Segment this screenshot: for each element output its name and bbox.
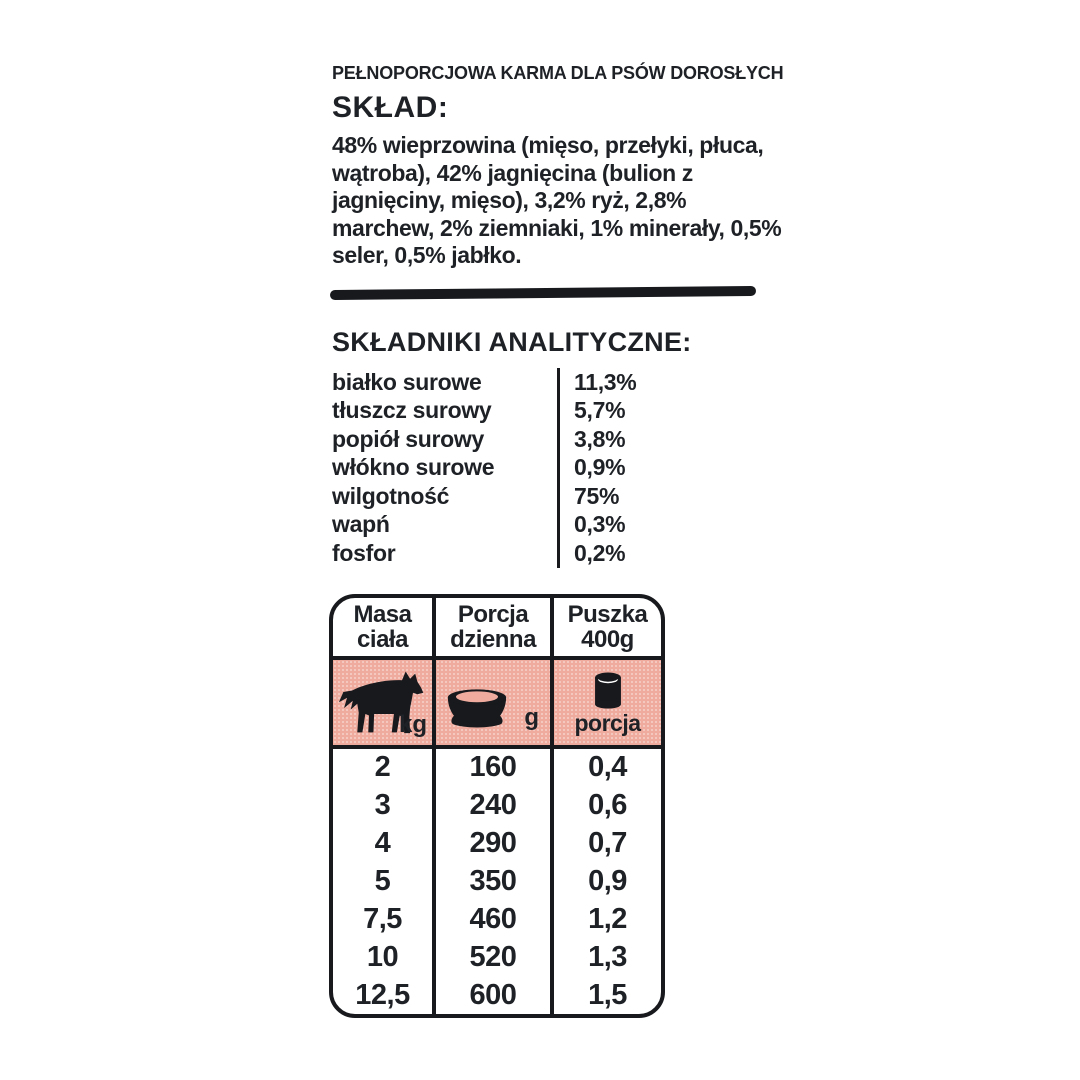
table-cell: 0,4 — [588, 751, 627, 784]
analytical-row — [332, 425, 662, 454]
analytical-title: SKŁADNIKI ANALITYCZNE: — [332, 327, 692, 357]
divider-bar — [330, 286, 756, 300]
table-cell: 10 — [333, 938, 436, 976]
analytical-label: włókno surowe — [332, 454, 495, 481]
can-icon — [594, 672, 622, 709]
table-cell: 2 — [333, 749, 436, 787]
analytical-label: fosfor — [332, 539, 396, 566]
feeding-table-header-row — [333, 598, 661, 660]
analytical-label: wapń — [332, 511, 390, 538]
composition-text: 48% wieprzowina (mięso, przełyki, płuca, wątroba), 42% jagnięcina (bulion z jagnięciny, mięso), 3,2% ryż, 2,8% marchew, 2% ziemniaki, 1% minerały, 0,5% seler, 0,5% jabłko. — [332, 132, 782, 268]
feeding-table — [329, 594, 665, 1018]
unit-label-porcja: porcja — [574, 710, 641, 736]
table-cell: 160 — [436, 749, 554, 787]
unit-label-g: g — [524, 704, 539, 731]
table-cell: 1,3 — [588, 940, 627, 973]
analytical-value: 5,7% — [557, 397, 625, 426]
composition-title: SKŁAD: — [332, 91, 449, 124]
header-line: Masa — [353, 601, 412, 628]
table-cell: 0,9 — [588, 864, 627, 897]
table-cell: 0,7 — [588, 827, 627, 860]
analytical-label: wilgotność — [332, 482, 450, 509]
header-line: Puszka — [567, 601, 648, 628]
analytical-label: popiół surowy — [332, 425, 484, 452]
analytical-row — [332, 482, 662, 511]
table-cell: 1,5 — [588, 978, 627, 1011]
analytical-value: 11,3% — [557, 368, 636, 397]
table-cell: 1,2 — [588, 902, 627, 935]
analytical-row — [332, 454, 662, 483]
feeding-table-body — [333, 749, 661, 1014]
analytical-value: 0,9% — [557, 454, 625, 483]
table-cell: 520 — [436, 938, 554, 976]
table-cell: 0,6 — [588, 789, 627, 822]
product-tagline: PEŁNOPORCJOWA KARMA DLA PSÓW DOROSŁYCH — [332, 63, 784, 83]
analytical-table — [332, 368, 662, 568]
analytical-row — [332, 539, 662, 568]
analytical-label: białko surowe — [332, 368, 482, 395]
icon-cell-dog — [333, 660, 436, 749]
analytical-row — [332, 397, 662, 426]
header-line: ciała — [357, 626, 408, 653]
unit-label-kg: kg — [398, 711, 427, 738]
bowl-icon — [443, 688, 511, 730]
analytical-label: tłuszcz surowy — [332, 397, 492, 424]
table-cell: 240 — [436, 787, 554, 825]
table-cell: 12,5 — [333, 976, 436, 1014]
table-cell: 350 — [436, 863, 554, 901]
table-cell: 4 — [333, 825, 436, 863]
table-cell: 3 — [333, 787, 436, 825]
table-cell: 5 — [333, 863, 436, 901]
table-cell: 460 — [436, 900, 554, 938]
analytical-value: 75% — [557, 482, 619, 511]
analytical-value: 0,2% — [557, 539, 625, 568]
header-line: Porcja — [457, 601, 529, 628]
table-cell: 7,5 — [333, 900, 436, 938]
table-cell: 290 — [436, 825, 554, 863]
header-cell-daily-portion — [436, 598, 554, 660]
header-line: 400g — [581, 626, 634, 653]
analytical-row — [332, 368, 662, 397]
icon-cell-bowl — [436, 660, 554, 749]
table-cell: 600 — [436, 976, 554, 1014]
header-cell-body-mass — [333, 598, 436, 660]
header-cell-can-400g — [554, 598, 661, 660]
icon-cell-can — [554, 660, 661, 749]
feeding-table-icon-row — [333, 660, 661, 749]
analytical-value: 0,3% — [557, 511, 625, 540]
analytical-row — [332, 511, 662, 540]
header-line: dzienna — [450, 626, 536, 653]
analytical-value: 3,8% — [557, 425, 625, 454]
